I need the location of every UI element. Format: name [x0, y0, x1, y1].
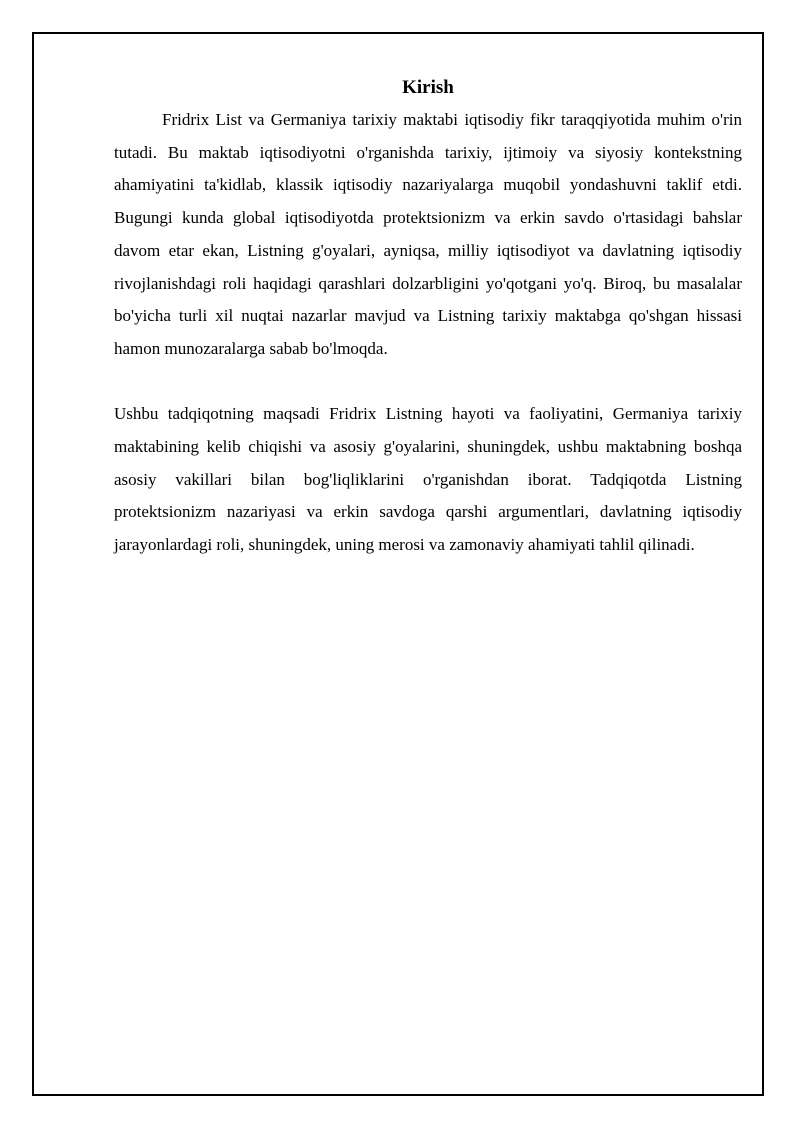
paragraph-introduction: Fridrix List va Germaniya tarixiy maktabi iqtisodiy fikr taraqqiyotida muhim o'rin tutadi. Bu maktab iqtisodiyotni o'rganishda tarixiy, ijtimoiy va siyosiy kontekstning ahamiyatini ta'kidlab, klassik iqtisodiy nazariyalarga muqobil yondashuvni taklif etdi. Bugungi kunda global iqtisodiyotda protektsionizm va erkin savdo o'rtasidagi bahslar davom etar ekan, Listning g'oyalari, ayniqsa, milliy iqtisodiyot va davlatning iqtisodiy rivojlanishdagi roli haqidagi qarashlari dolzarbligini yo'qotgani yo'q. Biroq, bu masalalar bo'yicha turli xil nuqtai nazarlar mavjud va Listning tarixiy maktabga qo'shgan hissasi hamon munozaralarga sabab bo'lmoqda.: [114, 110, 742, 358]
document-body: [114, 72, 742, 562]
paragraph-spacer: [114, 366, 742, 399]
page-title: Kirish: [402, 77, 454, 98]
paragraph-research-aim: Ushbu tadqiqotning maqsadi Fridrix Listning hayoti va faoliyatini, Germaniya tarixiy maktabining kelib chiqishi va asosiy g'oyalarini, shuningdek, ushbu maktabning boshqa asosiy vakillari bilan bog'liqliklarini o'rganishdan iborat. Tadqiqotda Listning protektsionizm nazariyasi va erkin savdoga qarshi argumentlari, davlatning iqtisodiy jarayonlardagi roli, shuningdek, uning merosi va zamonaviy ahamiyati tahlil qilinadi.: [114, 404, 742, 555]
